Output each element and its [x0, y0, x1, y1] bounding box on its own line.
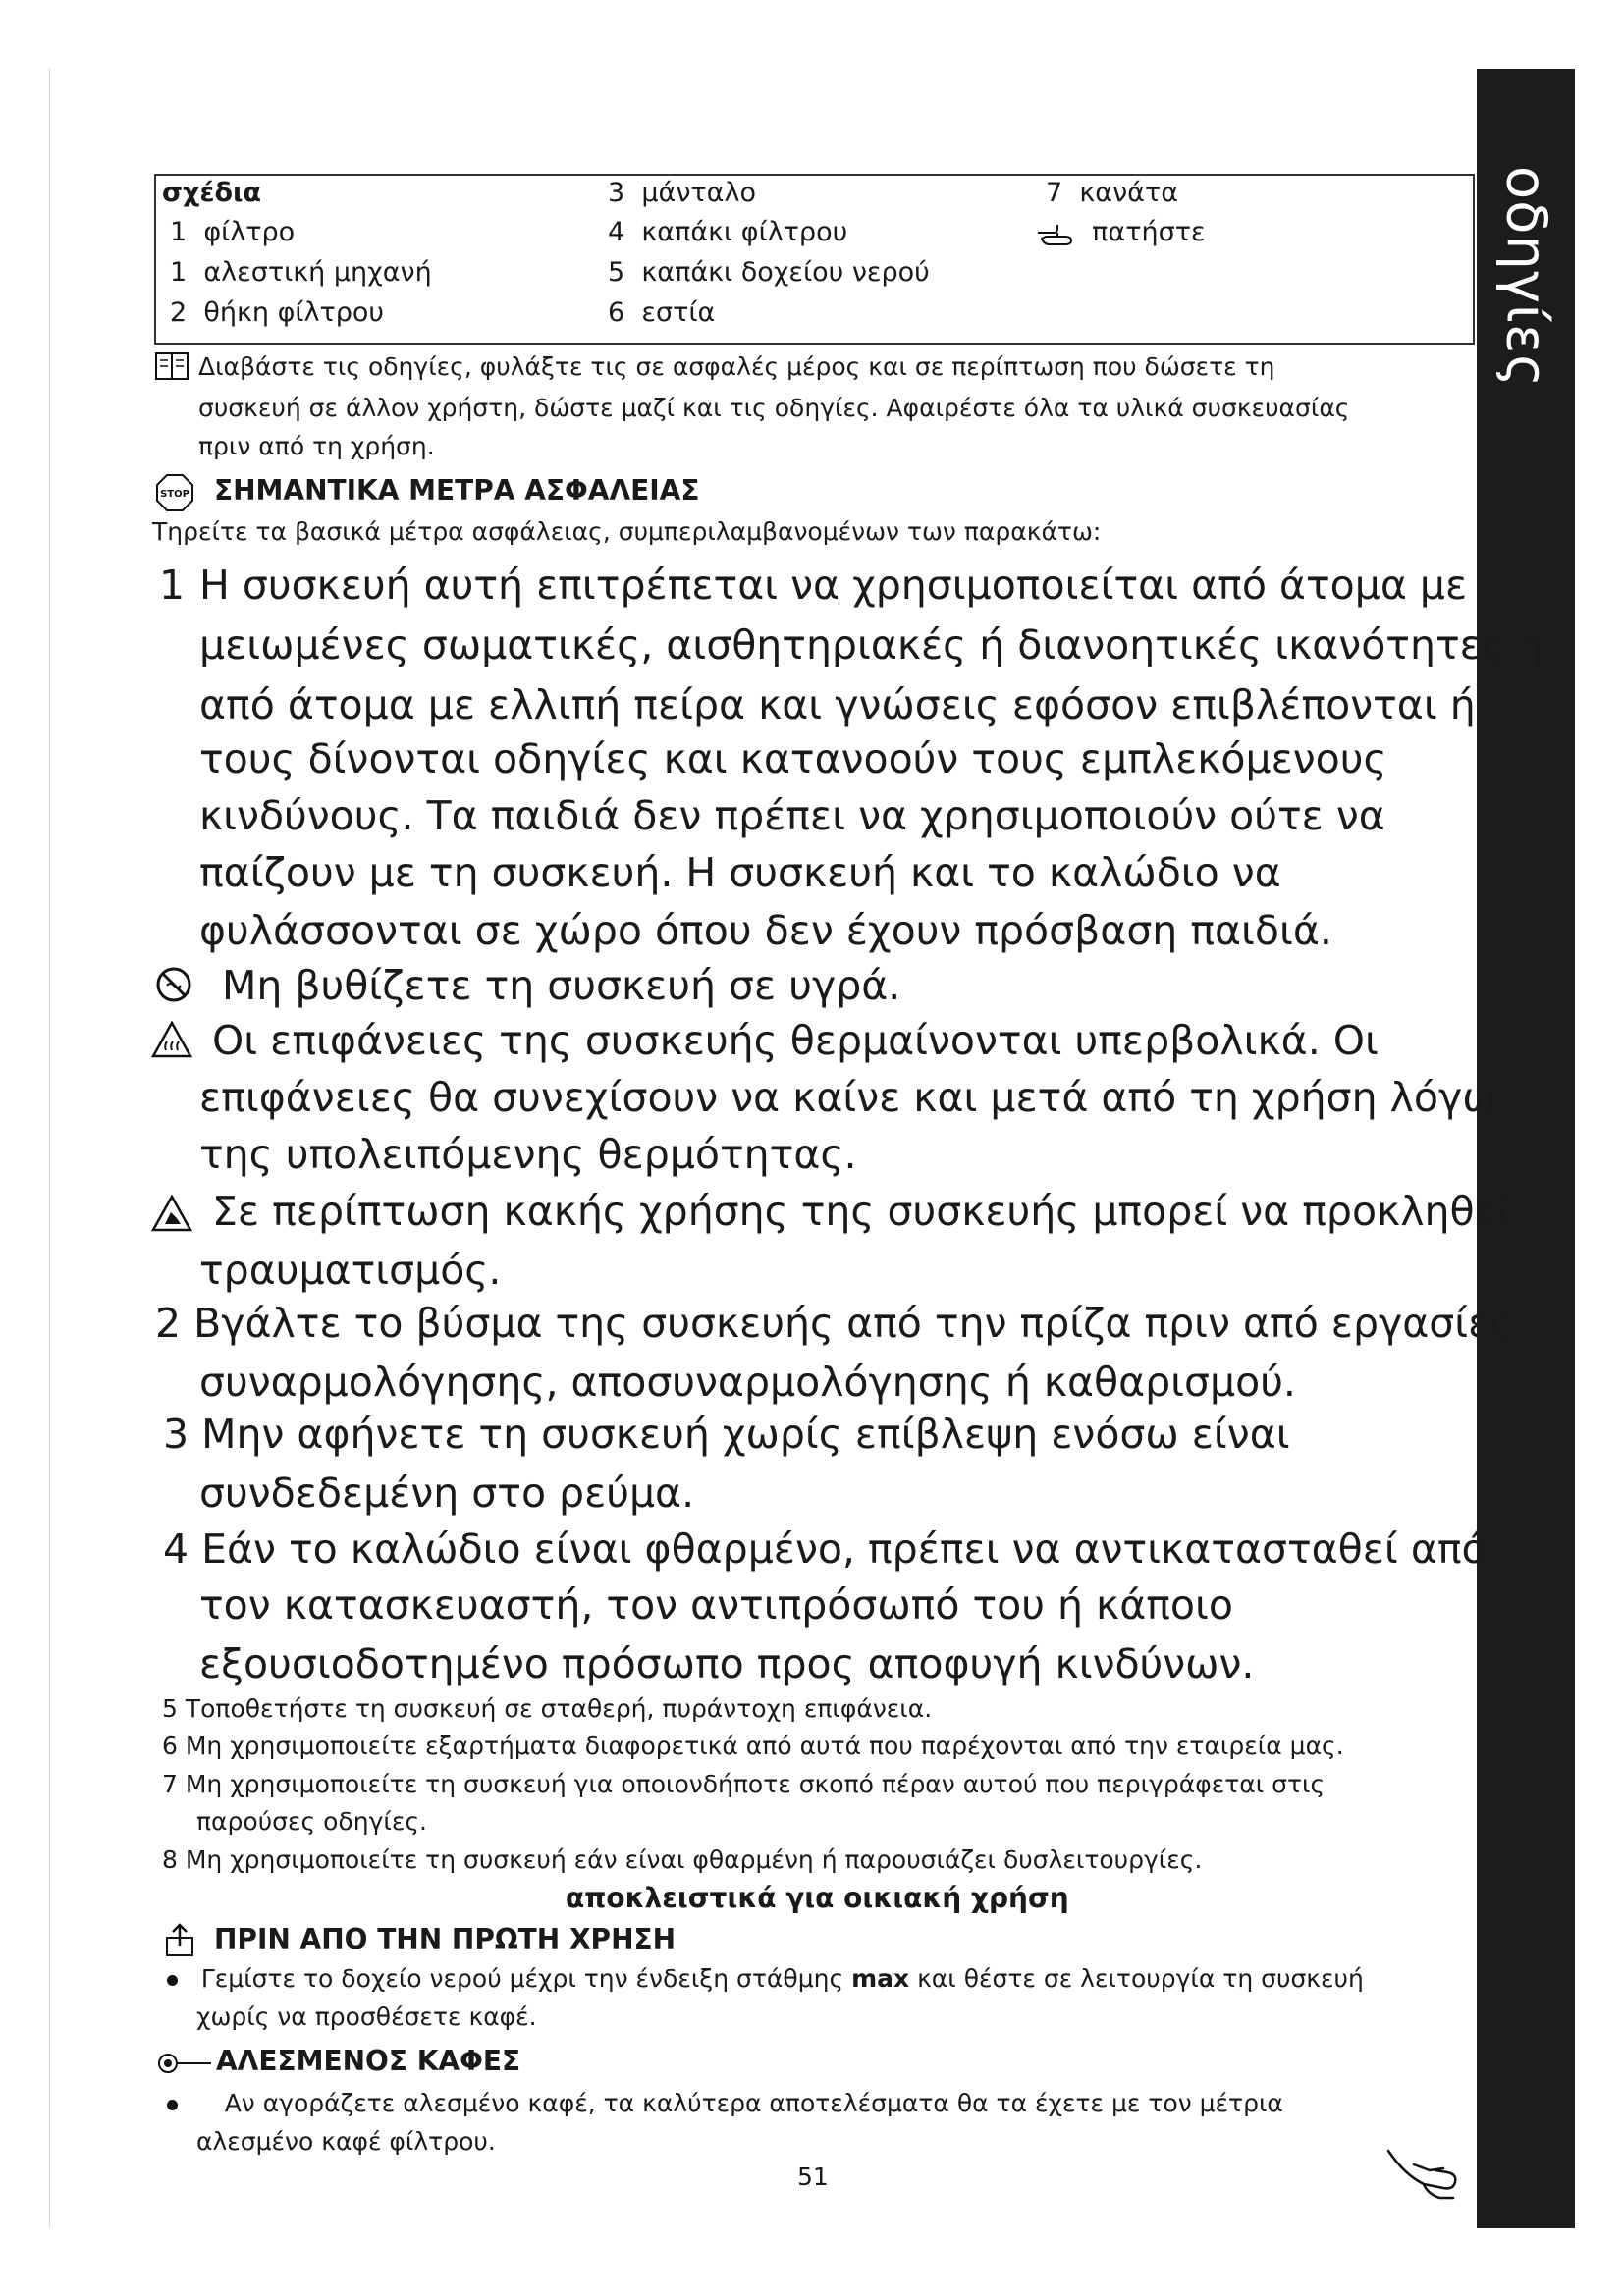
part-item: 5 καπάκι δοχείου νερού	[608, 257, 930, 288]
misuse-line: Σε περίπτωση κακής χρήσης της συσκευής μπορεί να προκληθεί	[212, 1188, 1510, 1235]
bullet-icon	[167, 1975, 178, 1986]
part-item: 3 μάνταλο	[608, 178, 756, 208]
safety-item-8: 8 Μη χρησιμοποιείτε τη συσκευή εάν είναι φθαρμένη ή παρουσιάζει δυσλειτουργίες.	[162, 1845, 1203, 1874]
safety-item-7-line: 7 Μη χρησιμοποιείτε τη συσκευή για οποιονδήποτε σκοπό πέραν αυτού που περιγράφεται στις	[162, 1770, 1326, 1798]
part-item: 2 θήκη φίλτρου	[170, 297, 385, 328]
safety-item-4-line: τον κατασκευαστή, τον αντιπρόσωπό του ή κάποιο	[199, 1581, 1233, 1629]
left-margin-line	[49, 69, 50, 2228]
ground-coffee-bullet: Αν αγοράζετε αλεσμένο καφέ, τα καλύτερα αποτελέσματα θα τα έχετε με τον μέτρια	[167, 2085, 1283, 2122]
part-item: 1 αλεστική μηχανή	[170, 257, 432, 288]
bullet-icon	[167, 2100, 178, 2110]
safety-item-5: 5 Τοποθετήστε τη συσκευή σε σταθερή, πυράντοχη επιφάνεια.	[162, 1694, 933, 1723]
intro-line: πριν από τη χρήση.	[198, 432, 435, 460]
safety-item-3-line: 3 Μην αφήνετε τη συσκευή χωρίς επίβλεψη ενόσω είναι	[163, 1411, 1290, 1458]
first-use-bullet: Γεμίστε το δοχείο νερού μέχρι την ένδειξη στάθμης max και θέστε σε λειτουργία τη συσκευή	[167, 1960, 1364, 1998]
part-item: 1 φίλτρο	[170, 217, 296, 247]
side-tab	[1477, 69, 1575, 2228]
parts-legend-box	[154, 174, 1475, 345]
stop-icon	[155, 473, 194, 512]
hand-turn-page-icon	[1384, 2145, 1463, 2204]
intro-line: Διαβάστε τις οδηγίες, φυλάξτε τις σε ασφαλές μέρος και σε περίπτωση που δώσετε τη	[198, 352, 1275, 381]
safety-item-1-line: από άτομα με ελλιπή πείρα και γνώσεις εφόσον επιβλέπονται ή	[199, 681, 1476, 728]
part-item: πατήστε	[1036, 215, 1206, 250]
safety-item-1-line: Η συσκευή αυτή επιτρέπεται να χρησιμοποιείται από άτομα με	[199, 561, 1468, 609]
safety-item-4-line: εξουσιοδοτημένο πρόσωπο προς αποφυγή κινδύνων.	[199, 1640, 1255, 1687]
hot-surface-warning-icon	[151, 1021, 192, 1058]
page-number: 51	[797, 2163, 829, 2191]
safety-subheading: Τηρείτε τα βασικά μέτρα ασφάλειας, συμπεριλαμβανομένων των παρακάτω:	[152, 517, 1102, 546]
first-use-line: χωρίς να προσθέσετε καφέ.	[196, 2002, 537, 2031]
safety-item-2-line: 2 Βγάλτε το βύσμα της συσκευής από την πρίζα πριν από εργασίες	[155, 1300, 1514, 1347]
safety-item-6: 6 Μη χρησιμοποιείτε εξαρτήματα διαφορετικά από αυτά που παρέχονται από την εταιρεία μας.	[162, 1732, 1344, 1760]
part-item: 6 εστία	[608, 297, 716, 328]
safety-item-1-line: παίζουν με τη συσκευή. Η συσκευή και το καλώδιο να	[199, 849, 1281, 896]
household-use-note: αποκλειστικά για οικιακή χρήση	[566, 1882, 1069, 1914]
hot-surface-line: επιφάνειες θα συνεχίσουν να καίνε και μετά από τη χρήση λόγω	[199, 1074, 1496, 1121]
hot-surface-line: της υπολειπόμενης θερμότητας.	[199, 1131, 857, 1178]
book-icon	[155, 352, 189, 380]
ground-coffee-line: αλεσμένο καφέ φίλτρου.	[196, 2127, 496, 2156]
part-item: 7 κανάτα	[1046, 178, 1179, 208]
ground-coffee-heading: ΑΛΕΣΜΕΝΟΣ ΚΑΦΕΣ	[216, 2045, 521, 2077]
svg-text:STOP: STOP	[160, 489, 189, 500]
no-immerse-text: Μη βυθίζετε τη συσκευή σε υγρά.	[222, 962, 901, 1009]
pointing-hand-icon	[1036, 221, 1075, 246]
no-immerse-icon	[155, 966, 192, 1003]
misuse-line: τραυματισμός.	[199, 1247, 502, 1294]
injury-warning-icon	[151, 1195, 192, 1232]
safety-item-2-line: συναρμολόγησης, αποσυναρμολόγησης ή καθαρισμού.	[199, 1359, 1296, 1406]
safety-item-1-line: μειωμένες σωματικές, αισθητηριακές ή διανοητικές ικανότητες ή	[199, 621, 1543, 668]
side-tab-label: οδηγίες	[1493, 165, 1558, 389]
part-item: 4 καπάκι φίλτρου	[608, 217, 848, 247]
ground-coffee-icon	[154, 2052, 213, 2075]
hot-surface-line: Οι επιφάνειες της συσκευής θερμαίνονται υπερβολικά. Οι	[212, 1017, 1379, 1064]
safety-item-7-line: παρούσες οδηγίες.	[196, 1807, 427, 1836]
safety-item-4-line: 4 Εάν το καλώδιο είναι φθαρμένο, πρέπει να αντικατασταθεί από	[163, 1525, 1487, 1573]
parts-title: σχέδια	[162, 178, 262, 208]
intro-line: συσκευή σε άλλον χρήστη, δώστε μαζί και τις οδηγίες. Αφαιρέστε όλα τα υλικά συσκευασίας	[198, 394, 1350, 422]
first-use-heading: ΠΡΙΝ ΑΠΟ ΤΗΝ ΠΡΩΤΗ ΧΡΗΣΗ	[214, 1923, 677, 1955]
safety-item-1-line: κινδύνους. Τα παιδιά δεν πρέπει να χρησιμοποιούν ούτε να	[199, 792, 1385, 839]
item-number: 1	[159, 561, 186, 609]
safety-heading: ΣΗΜΑΝΤΙΚΑ ΜΕΤΡΑ ΑΣΦΑΛΕΙΑΣ	[214, 474, 700, 507]
safety-item-1-line: τους δίνονται οδηγίες και κατανοούν τους εμπλεκόμενους	[199, 735, 1387, 782]
safety-item-3-line: συνδεδεμένη στο ρεύμα.	[199, 1469, 695, 1517]
safety-item-1-line: φυλάσσονται σε χώρο όπου δεν έχουν πρόσβαση παιδιά.	[199, 907, 1332, 954]
first-use-icon	[163, 1922, 196, 1957]
